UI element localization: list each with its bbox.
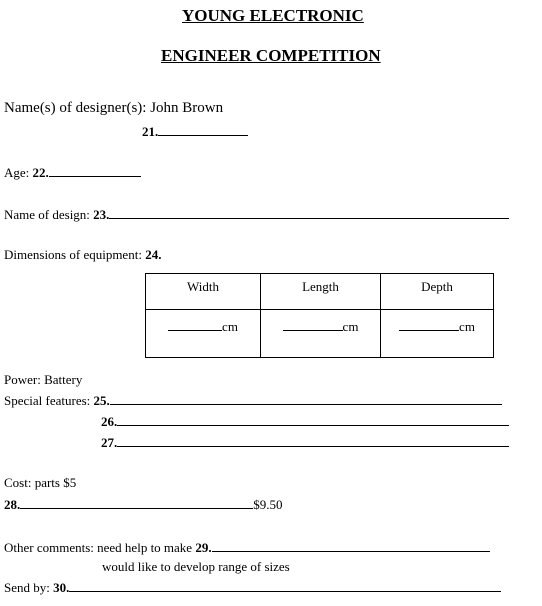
design-name-label: Name of design:	[4, 207, 90, 222]
special-features-row-2	[101, 414, 509, 430]
cost-answer-row	[4, 497, 283, 513]
answer-line-23[interactable]	[109, 207, 509, 219]
designers-answer-row	[142, 124, 248, 140]
send-by-label: Send by:	[4, 580, 50, 595]
design-name-row	[4, 207, 509, 223]
width-cell[interactable]	[146, 310, 261, 358]
width-answer-line[interactable]	[168, 319, 222, 331]
answer-line-30[interactable]	[69, 580, 501, 592]
answer-line-29[interactable]	[212, 540, 490, 552]
answer-line-28[interactable]	[20, 497, 253, 509]
width-unit: cm	[222, 319, 238, 334]
cost-value: $9.50	[253, 497, 283, 512]
title-line-1: YOUNG ELECTRONIC	[182, 6, 364, 25]
question-number-30: 30.	[53, 580, 70, 595]
designers-row	[4, 100, 223, 117]
answer-line-21[interactable]	[158, 124, 248, 136]
answer-line-22[interactable]	[49, 165, 141, 177]
question-number-28: 28.	[4, 497, 21, 512]
answer-line-26[interactable]	[117, 414, 509, 426]
power-row	[4, 372, 82, 388]
special-features-row	[4, 393, 502, 409]
special-features-label: Special features:	[4, 393, 91, 408]
answer-line-27[interactable]	[117, 435, 509, 447]
title-line-2: ENGINEER COMPETITION	[161, 46, 381, 65]
comments-row	[4, 540, 490, 556]
length-cell[interactable]	[261, 310, 381, 358]
send-by-row	[4, 580, 501, 596]
special-features-row-3	[101, 435, 509, 451]
designers-value: John Brown	[150, 100, 224, 116]
question-number-24: 24.	[145, 247, 162, 262]
power-label: Power:	[4, 372, 41, 387]
age-label: Age:	[4, 165, 30, 180]
question-number-27: 27.	[101, 435, 118, 450]
dimensions-row	[4, 247, 161, 263]
comments-line-2: would like to develop range of sizes	[102, 559, 290, 574]
header-depth: Depth	[381, 274, 494, 310]
dimensions-table	[145, 273, 494, 358]
header-width: Width	[146, 274, 261, 310]
age-row	[4, 165, 141, 181]
length-unit: cm	[342, 319, 359, 334]
header-length: Length	[261, 274, 381, 310]
depth-answer-line[interactable]	[399, 319, 459, 331]
comments-label: Other comments: need help to make	[4, 540, 193, 555]
dimensions-label: Dimensions of equipment:	[4, 247, 142, 262]
depth-cell[interactable]	[381, 310, 494, 358]
cost-label: Cost: parts $5	[4, 475, 77, 490]
question-number-22: 22.	[32, 165, 49, 180]
designers-label: Name(s) of designer(s):	[4, 100, 147, 116]
depth-unit: cm	[459, 319, 475, 334]
answer-line-25[interactable]	[110, 393, 502, 405]
length-answer-line[interactable]	[283, 319, 343, 331]
question-number-26: 26.	[101, 414, 118, 429]
question-number-23: 23.	[93, 207, 110, 222]
question-number-21: 21.	[142, 124, 159, 139]
question-number-29: 29.	[195, 540, 212, 555]
question-number-25: 25.	[93, 393, 110, 408]
power-value: Battery	[44, 372, 83, 387]
